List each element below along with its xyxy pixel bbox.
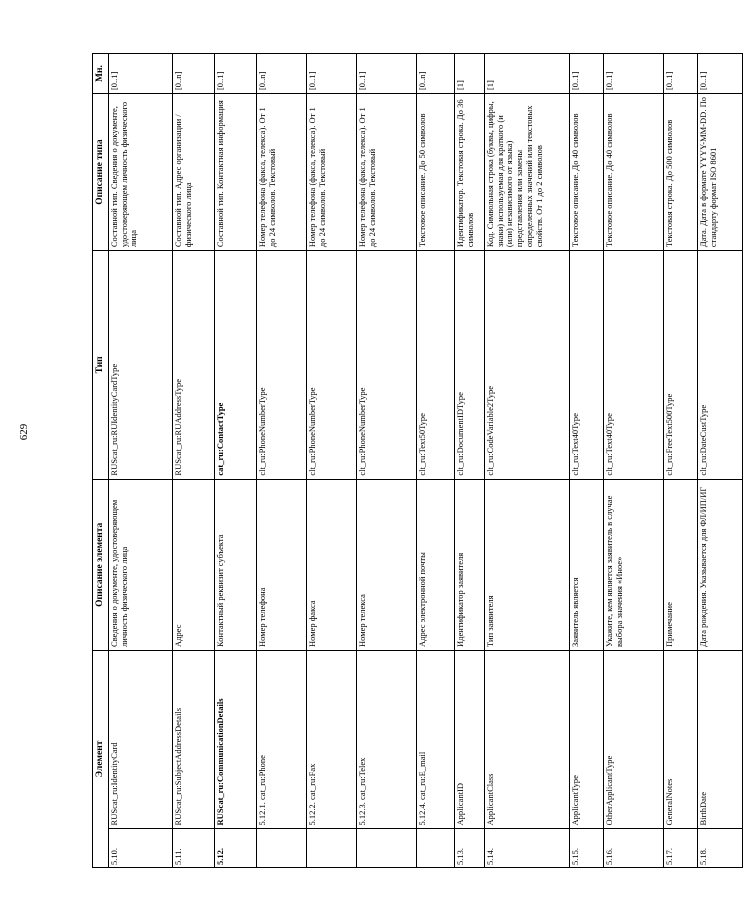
row-number: 5.17. <box>663 829 697 868</box>
multiplicity: [0..1] <box>214 54 256 94</box>
type-description: Текстовое описание. До 40 символов <box>569 94 603 251</box>
row-number: 5.14. <box>484 829 569 868</box>
table-row <box>356 54 416 868</box>
type-description: Составной тип. Адрес организации / физического лица <box>172 94 214 251</box>
element-description: Номер телефона <box>256 479 306 650</box>
element-type: RUScat_ru:RUAddressType <box>172 251 214 479</box>
header-element-description: Описание элемента <box>93 479 109 650</box>
multiplicity: [1] <box>484 54 569 94</box>
multiplicity: [0..n] <box>416 54 454 94</box>
type-description: Составной тип. Сведения о документе, удостоверяющем личность физического лица <box>108 94 172 251</box>
element-name: GeneralNotes <box>663 650 697 829</box>
indent-cell <box>306 829 356 868</box>
table-row <box>172 54 214 868</box>
type-description: Текстовое описание. До 40 символов <box>603 94 663 251</box>
element-description: Дата рождения. Указывается для ФЛ/ИП/ИГ <box>697 479 742 650</box>
rotated-page-content <box>92 53 718 868</box>
element-name-text: cat_ru:Telex <box>356 757 367 800</box>
multiplicity: [0..1] <box>569 54 603 94</box>
indent-cell <box>256 829 306 868</box>
element-description: Номер телекса <box>356 479 416 650</box>
type-description: Идентификатор. Текстовая строка. До 36 символов <box>454 94 484 251</box>
row-number: 5.16. <box>603 829 663 868</box>
page-number: 629 <box>18 423 30 441</box>
element-name: OtherApplicantType <box>603 650 663 829</box>
type-description: Номер телефона (факса, телекса). От 1 до 24 символов. Текстовый <box>356 94 416 251</box>
element-description: Идентификатор заявителя <box>454 479 484 650</box>
row-number: 5.10. <box>108 829 172 868</box>
multiplicity: [0..1] <box>356 54 416 94</box>
type-description: Текстовое описание. До 50 символов <box>416 94 454 251</box>
type-description: Номер телефона (факса, телекса). От 1 до 24 символов. Текстовый <box>306 94 356 251</box>
element-name <box>306 650 356 829</box>
element-name <box>416 650 454 829</box>
table-row <box>416 54 454 868</box>
multiplicity: [0..1] <box>108 54 172 94</box>
row-number: 5.18. <box>697 829 742 868</box>
element-description: Адрес электронной почты <box>416 479 454 650</box>
type-description: Код. Символьная строка (буквы, цифры, знаки) используемая для краткого (и (или) независимого от языка) представления или замены определенных значений или текстовых свойств. От 1 до 2 символов <box>484 94 569 251</box>
multiplicity: [0..1] <box>663 54 697 94</box>
type-description: Дата. Дата в формате YYYY-MM-DD. По стандарту формат ISO 8601 <box>697 94 742 251</box>
element-type: clt_ru:DateCustType <box>697 251 742 479</box>
table-row <box>697 54 742 868</box>
type-description: Составной тип. Контактная информация <box>214 94 256 251</box>
table-row <box>484 54 569 868</box>
element-description: Укажите, кем является заявитель в случае выбора значения «Иное» <box>603 479 663 650</box>
element-name-text: cat_ru:Phone <box>256 755 267 800</box>
element-type: clt_ru:CodeVariable2Type <box>484 251 569 479</box>
multiplicity: [0..1] <box>603 54 663 94</box>
row-number: 5.12. <box>214 829 256 868</box>
type-description: Номер телефона (факса, телекса). От 1 до 24 символов. Текстовый <box>256 94 306 251</box>
type-description: Текстовая строка. До 500 символов <box>663 94 697 251</box>
indent-cell <box>356 829 416 868</box>
element-name: ApplicantType <box>569 650 603 829</box>
element-name-text: cat_ru:Fax <box>306 763 317 800</box>
table-row <box>569 54 603 868</box>
element-type: clt_ru:Text50Type <box>416 251 454 479</box>
header-type-description: Описание типа <box>93 94 109 251</box>
element-type: cat_ru:ContactType <box>214 251 256 479</box>
row-number: 5.12.1. <box>256 802 267 826</box>
row-number: 5.12.2. <box>306 802 317 826</box>
element-description: Номер факса <box>306 479 356 650</box>
table-row <box>256 54 306 868</box>
multiplicity: [0..n] <box>256 54 306 94</box>
row-number: 5.15. <box>569 829 603 868</box>
element-description: Тип заявителя <box>484 479 569 650</box>
element-type: clt_ru:Text40Type <box>569 251 603 479</box>
element-description: Контактный реквизит субъекта <box>214 479 256 650</box>
element-name: RUScat_ru:SubjectAddressDetails <box>172 650 214 829</box>
element-description: Примечание <box>663 479 697 650</box>
element-description: Адрес <box>172 479 214 650</box>
table-row <box>603 54 663 868</box>
row-number: 5.11. <box>172 829 214 868</box>
element-name-text: cat_ru:E_mail <box>416 751 427 800</box>
element-description: Сведения о документе, удостоверяющем личность физического лица <box>108 479 172 650</box>
element-description: Заявитель является <box>569 479 603 650</box>
element-name <box>256 650 306 829</box>
multiplicity: [0..1] <box>306 54 356 94</box>
row-number: 5.12.4. <box>416 802 427 826</box>
element-type: RUScat_ru:RUIdentityCardType <box>108 251 172 479</box>
element-type: clt_ru:PhoneNumberType <box>256 251 306 479</box>
element-name: RUScat_ru:CommunicationDetails <box>214 650 256 829</box>
row-number: 5.12.3. <box>356 802 367 826</box>
multiplicity: [0..n] <box>172 54 214 94</box>
row-number: 5.13. <box>454 829 484 868</box>
table-row <box>306 54 356 868</box>
table-row <box>454 54 484 868</box>
element-name: ApplicantID <box>454 650 484 829</box>
element-type: clt_ru:PhoneNumberType <box>356 251 416 479</box>
element-type: clt_ru:PhoneNumberType <box>306 251 356 479</box>
element-type: clt_ru:DocumentIDType <box>454 251 484 479</box>
element-type: clt_ru:Text40Type <box>603 251 663 479</box>
element-name: ApplicantClass <box>484 650 569 829</box>
table-row <box>108 54 172 868</box>
indent-cell <box>416 829 454 868</box>
specification-table <box>92 53 743 868</box>
header-element: Элемент <box>93 650 109 867</box>
table-header-row <box>93 54 109 868</box>
header-multiplicity: Мн. <box>93 54 109 94</box>
table-row <box>214 54 256 868</box>
element-name: BirthDate <box>697 650 742 829</box>
element-name: RUScat_ru:IdentityCard <box>108 650 172 829</box>
header-type: Тип <box>93 251 109 479</box>
table-row <box>663 54 697 868</box>
multiplicity: [0..1] <box>697 54 742 94</box>
element-type: clt_ru:FreeText500Type <box>663 251 697 479</box>
element-name <box>356 650 416 829</box>
multiplicity: [1] <box>454 54 484 94</box>
